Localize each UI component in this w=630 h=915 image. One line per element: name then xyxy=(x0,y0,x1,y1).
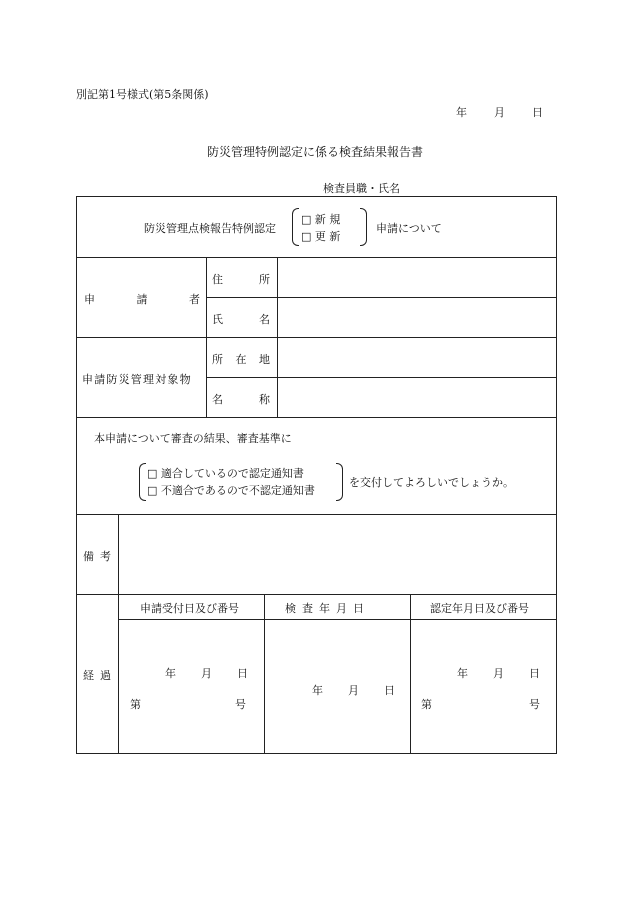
applicant-name-field[interactable] xyxy=(285,305,549,329)
applicant-address-label: 住 所 xyxy=(212,273,270,286)
progress-col2-header: 検査年月日 xyxy=(285,602,370,615)
option-renewal[interactable]: □ 更 新 xyxy=(301,230,341,243)
progress-label: 経過 xyxy=(83,669,117,682)
application-type-label: 防災管理点検報告特例認定 xyxy=(144,222,276,235)
option-new[interactable]: □ 新 規 xyxy=(301,213,341,226)
progress-col1-header: 申請受付日及び番号 xyxy=(140,602,239,615)
col1-number-prefix: 第 xyxy=(130,698,141,711)
col3-number-prefix: 第 xyxy=(421,698,432,711)
date-day: 日 xyxy=(532,106,543,119)
document-title: 防災管理特例認定に係る検査結果報告書 xyxy=(207,145,424,159)
option-reject[interactable]: □ 不適合であるので不認定通知書 xyxy=(147,484,315,497)
application-type-options xyxy=(301,211,340,245)
col1-date: 年 月 日 xyxy=(165,667,248,680)
target-name-label: 名 称 xyxy=(212,393,270,406)
col3-date: 年 月 日 xyxy=(457,667,540,680)
applicant-label: 申 請 者 xyxy=(84,293,200,306)
header-date xyxy=(456,104,543,120)
applicant-name-label: 氏 名 xyxy=(212,313,270,326)
date-month: 月 xyxy=(494,106,505,119)
progress-col3-header: 認定年月日及び番号 xyxy=(430,602,529,615)
review-options xyxy=(147,465,315,499)
col3-number-suffix: 号 xyxy=(529,698,540,711)
target-location-label: 所 在 地 xyxy=(212,353,270,366)
col2-date: 年 月 日 xyxy=(312,684,395,697)
inspector-label: 検査員職・氏名 xyxy=(323,182,400,195)
form-number: 別記第1号様式(第5条関係) xyxy=(76,88,209,101)
target-building-label: 申請防災管理対象物 xyxy=(82,373,192,386)
review-suffix: を交付してよろしいでしょうか。 xyxy=(349,476,514,489)
target-name-field[interactable] xyxy=(285,385,549,409)
option-approve[interactable]: □ 適合しているので認定通知書 xyxy=(147,467,304,480)
col1-number-suffix: 号 xyxy=(235,698,246,711)
application-suffix: 申請について xyxy=(376,222,442,235)
review-intro: 本申請について審査の結果、審査基準に xyxy=(94,432,292,445)
remarks-field[interactable] xyxy=(126,522,550,588)
remarks-label: 備考 xyxy=(83,550,117,563)
target-location-field[interactable] xyxy=(285,345,549,369)
applicant-address-field[interactable] xyxy=(285,265,549,289)
date-year: 年 xyxy=(456,106,467,119)
